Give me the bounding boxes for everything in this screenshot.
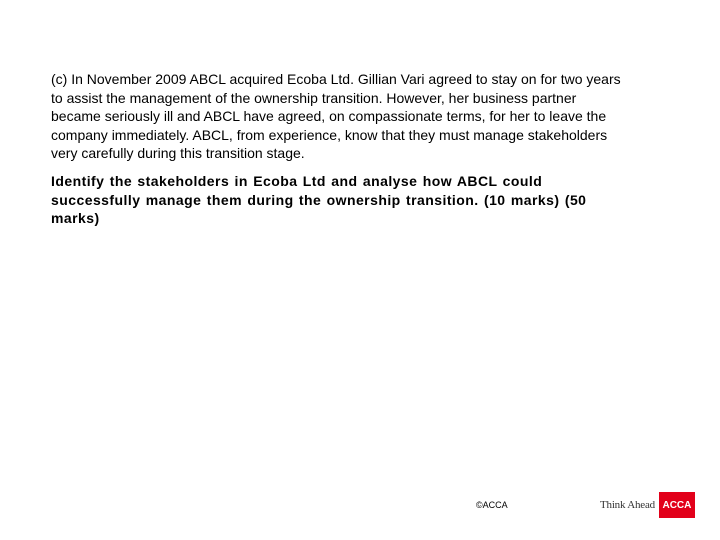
brand-tagline: Think Ahead [600, 499, 655, 511]
copyright-notice: ©ACCA [476, 500, 508, 510]
question-paragraph: Identify the stakeholders in Ecoba Ltd and analyse how ABCL could successfully manage them during the ownership transition. (10 marks) (50 marks) [51, 173, 587, 227]
acca-brand [600, 492, 695, 518]
acca-logo-text: ACCA [662, 499, 692, 511]
scenario-paragraph: (c) In November 2009 ABCL acquired Ecoba Ltd. Gillian Vari agreed to stay on for two years to assist the management of the ownership transition. However, her business partner became seriously ill and ABCL have agreed, on compassionate terms, for her to leave the company immediately. ABCL, from experience, know that they must manage stakeholders very carefully during this transition stage. [51, 71, 621, 162]
acca-logo-icon [659, 492, 695, 518]
